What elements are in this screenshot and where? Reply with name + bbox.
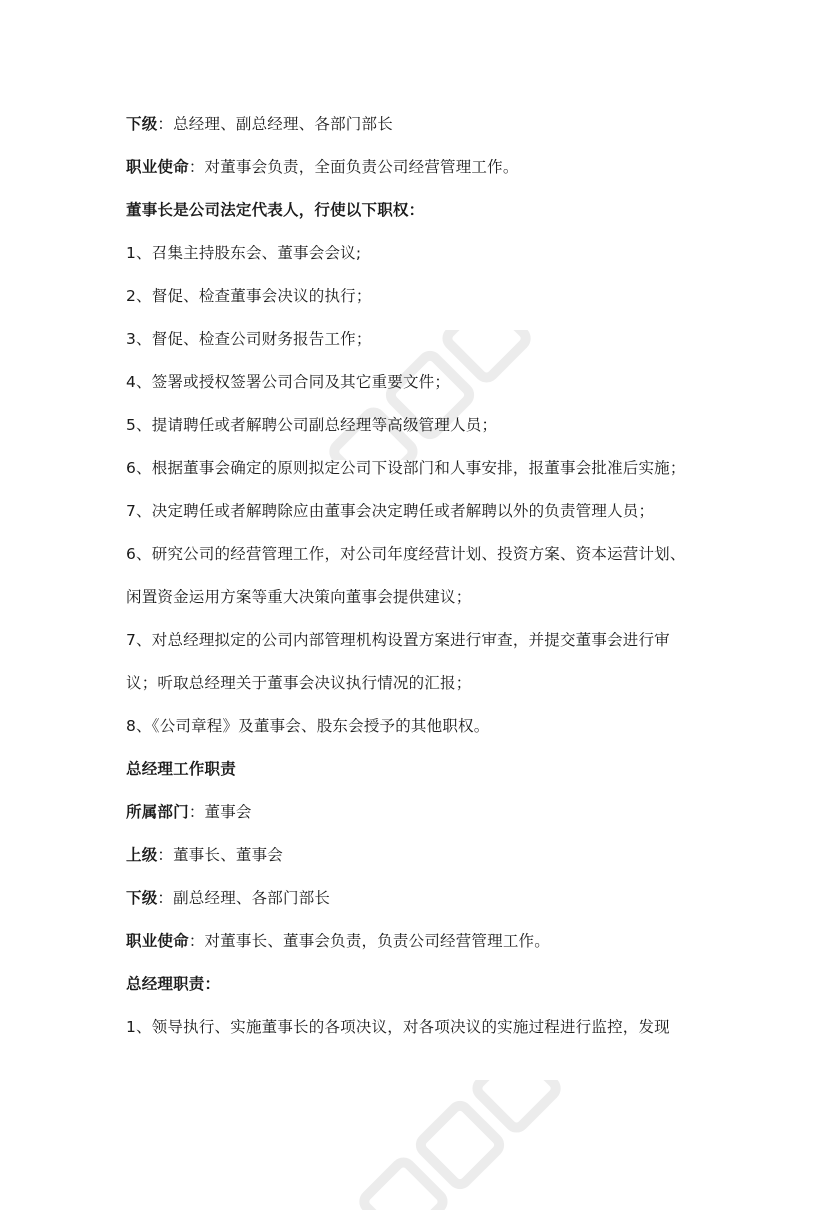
subordinate-line bbox=[126, 114, 726, 134]
list-item: 2、督促、检查董事会决议的执行； bbox=[126, 287, 372, 305]
mission-line bbox=[126, 931, 726, 951]
field-separator: ： bbox=[188, 158, 205, 176]
list-item: 3、督促、检查公司财务报告工作； bbox=[126, 330, 372, 348]
superior-line bbox=[126, 845, 726, 865]
field-label: 职业使命 bbox=[126, 158, 189, 176]
department-line bbox=[126, 802, 726, 822]
field-label: 所属部门 bbox=[126, 803, 189, 821]
field-value: 总经理、副总经理、各部门部长 bbox=[173, 115, 393, 133]
list-item: 6、根据董事会确定的原则拟定公司下设部门和人事安排，报董事会批准后实施； bbox=[126, 459, 686, 477]
list-item: 5、提请聘任或者解聘公司副总经理等高级管理人员； bbox=[126, 416, 498, 434]
field-label: 下级 bbox=[126, 889, 158, 907]
field-label: 上级 bbox=[126, 846, 158, 864]
field-value: 对董事会负责，全面负责公司经营管理工作。 bbox=[204, 158, 519, 176]
list-item-continuation: 闲置资金运用方案等重大决策向董事会提供建议； bbox=[126, 588, 472, 606]
field-value: 副总经理、各部门部长 bbox=[173, 889, 331, 907]
list-item: 1、领导执行、实施董事长的各项决议，对各项决议的实施过程进行监控，发现 bbox=[126, 1018, 670, 1036]
list-item: 6、研究公司的经营管理工作，对公司年度经营计划、投资方案、资本运营计划、 bbox=[126, 545, 686, 563]
section-heading: 总经理工作职责 bbox=[126, 760, 236, 778]
field-value: 董事长、董事会 bbox=[173, 846, 284, 864]
list-item: 1、召集主持股东会、董事会会议; bbox=[126, 244, 362, 262]
field-value: 对董事长、董事会负责，负责公司经营管理工作。 bbox=[204, 932, 550, 950]
list-item: 7、对总经理拟定的公司内部管理机构设置方案进行审查，并提交董事会进行审 bbox=[126, 631, 670, 649]
mission-line bbox=[126, 157, 726, 177]
list-item-continuation: 议；听取总经理关于董事会决议执行情况的汇报； bbox=[126, 674, 472, 692]
section-heading: 董事长是公司法定代表人，行使以下职权： bbox=[126, 201, 425, 219]
field-separator: ： bbox=[157, 889, 174, 907]
list-item: 7、决定聘任或者解聘除应由董事会决定聘任或者解聘以外的负责管理人员； bbox=[126, 502, 655, 520]
subordinate-line bbox=[126, 888, 726, 908]
field-value: 董事会 bbox=[204, 803, 252, 821]
field-separator: ： bbox=[188, 932, 205, 950]
watermark-logo bbox=[300, 330, 560, 460]
field-label: 下级 bbox=[126, 115, 158, 133]
watermark-logo bbox=[330, 1080, 590, 1210]
section-heading: 总经理职责： bbox=[126, 975, 221, 993]
field-separator: ： bbox=[157, 846, 174, 864]
list-item: 8、《公司章程》及董事会、股东会授予的其他职权。 bbox=[126, 717, 490, 735]
field-separator: ： bbox=[188, 803, 205, 821]
list-item: 4、签署或授权签署公司合同及其它重要文件； bbox=[126, 373, 451, 391]
field-label: 职业使命 bbox=[126, 932, 189, 950]
field-separator: ： bbox=[157, 115, 174, 133]
